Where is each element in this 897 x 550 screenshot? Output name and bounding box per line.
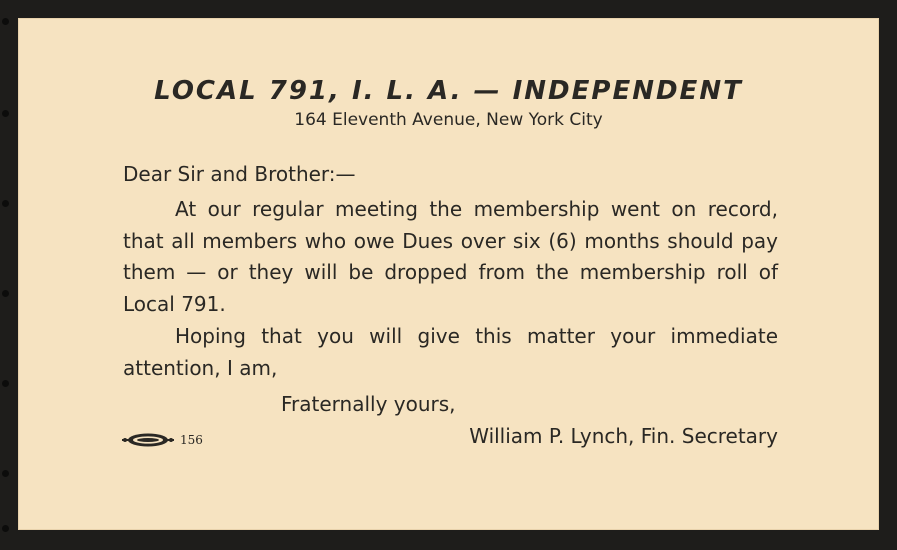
union-label-number: 156: [180, 433, 203, 447]
body-paragraph-2: Hoping that you will give this matter your immediate attention, I am,: [123, 324, 778, 380]
binder-hole: [2, 290, 9, 297]
binder-hole: [2, 525, 9, 532]
union-bug-icon: [122, 432, 174, 448]
card-address: 164 Eleventh Avenue, New York City: [294, 110, 603, 130]
signature: William P. Lynch, Fin. Secretary: [469, 424, 778, 448]
binder-hole: [2, 18, 9, 25]
binder-hole: [2, 110, 9, 117]
card-heading: LOCAL 791, I. L. A. — INDEPENDENT: [154, 76, 743, 106]
salutation: Dear Sir and Brother:—: [123, 162, 356, 186]
binder-hole: [2, 380, 9, 387]
binder-hole: [2, 470, 9, 477]
body-paragraph-1: At our regular meeting the membership went on record, that all members who owe Dues over six (6) months should pay them — or they will be dropped from the membership roll of Local 791.: [123, 197, 778, 316]
closing: Fraternally yours,: [281, 392, 456, 416]
postcard: [18, 18, 879, 530]
union-label: [122, 432, 203, 448]
binder-hole: [2, 200, 9, 207]
